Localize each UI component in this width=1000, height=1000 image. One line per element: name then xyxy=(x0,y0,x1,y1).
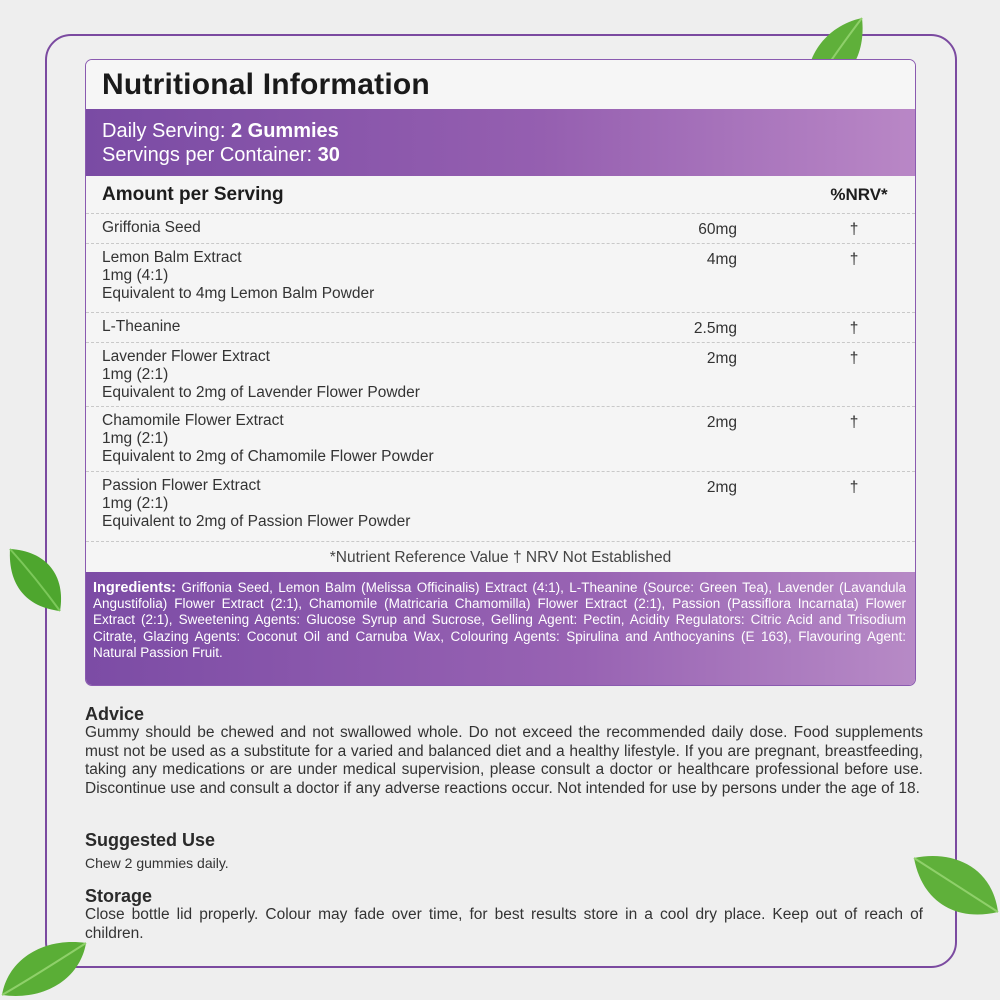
panel-title: Nutritional Information xyxy=(86,60,915,109)
nutrient-name: Chamomile Flower Extract xyxy=(102,412,284,429)
amount-per-serving-header: Amount per Serving xyxy=(102,183,284,205)
table-row xyxy=(86,244,915,313)
nutrient-detail: Equivalent to 2mg of Chamomile Flower Powder xyxy=(102,448,434,465)
nutrient-name-cell xyxy=(102,477,619,538)
nutrient-detail: Equivalent to 2mg of Passion Flower Powder xyxy=(102,513,411,530)
ingredients-text: Griffonia Seed, Lemon Balm (Melissa Officinalis) Extract (4:1), L-Theanine (Source: Green Tea), Lavender (Lavandula Angustifolia) Flower Extract (2:1), Chamomile (Matricaria Chamomilla) Flower Extract (2:1), Passion (Passiflora Incarnata) Flower Extract (2:1), Sweetening Agents: Glucose Syrup and Sucrose, Gelling Agent: Pectin, Acidity Regulators: Citric Acid and Trisodium Citrate, Glazing Agents: Coconut Oil and Carnuba Wax, Colouring Agents: Spirulina and Anthocyanins (E 163), Flavouring Agent: Natural Passion Fruit. xyxy=(93,580,906,660)
advice-text: Gummy should be chewed and not swallowed whole. Do not exceed the recommended daily dose. Food supplements must not be used as a substitute for a varied and balanced diet and a healthy lifestyle. If you are pregnant, breastfeeding, taking any medications or are under medical supervision, please consult a doctor or healthcare professional before use. Discontinue use and consult a doctor if any adverse reactions occur. Not intended for use by persons under the age of 18. xyxy=(85,724,923,797)
ingredients-label: Ingredients: xyxy=(93,580,176,596)
nutrient-name: Passion Flower Extract xyxy=(102,477,261,494)
nutrition-panel xyxy=(85,59,916,686)
nutrient-name-cell xyxy=(102,412,619,468)
nutrient-amount: 60mg xyxy=(698,221,737,238)
nutrient-name-cell xyxy=(102,249,619,309)
servings-per-container-label: Servings per Container: xyxy=(102,144,313,166)
nutrient-amount: 2.5mg xyxy=(693,320,737,337)
nutrient-name: Lavender Flower Extract xyxy=(102,348,270,365)
nutrient-name: L-Theanine xyxy=(102,318,181,335)
nutrient-detail: 1mg (4:1) xyxy=(102,267,169,284)
nutrient-detail: 1mg (2:1) xyxy=(102,430,169,447)
nutrient-name-cell xyxy=(102,348,619,403)
table-header xyxy=(86,176,915,214)
nutrient-amount: 2mg xyxy=(706,414,737,431)
nutrient-name-cell xyxy=(102,219,619,240)
nutrient-name-cell xyxy=(102,318,619,339)
daily-serving xyxy=(102,119,899,143)
servings-per-container-value: 30 xyxy=(317,144,340,166)
leaf-icon xyxy=(0,935,88,1000)
advice-heading: Advice xyxy=(85,704,145,724)
nutrient-amount: 4mg xyxy=(706,251,737,268)
nutrient-amount: 2mg xyxy=(706,479,737,496)
nutrient-detail: Equivalent to 4mg Lemon Balm Powder xyxy=(102,285,375,302)
table-row xyxy=(86,313,915,343)
suggested-use-section xyxy=(85,830,923,873)
servings-per-container xyxy=(102,143,899,167)
storage-text: Close bottle lid properly. Colour may fade over time, for best results store in a cool dry place. Keep out of reach of children. xyxy=(85,906,923,942)
ingredients-box xyxy=(86,572,915,685)
table-row xyxy=(86,214,915,244)
nutrient-nrv: † xyxy=(849,320,859,337)
nutrient-nrv: † xyxy=(849,251,859,268)
nutrient-nrv: † xyxy=(849,221,859,238)
nutrient-detail: 1mg (2:1) xyxy=(102,495,169,512)
table-row xyxy=(86,472,915,542)
serving-info xyxy=(86,109,915,176)
daily-serving-label: Daily Serving: xyxy=(102,120,226,142)
nrv-footnote: *Nutrient Reference Value † NRV Not Established xyxy=(329,549,672,566)
nutrient-rows xyxy=(86,214,915,542)
table-row xyxy=(86,343,915,407)
suggested-use-text: Chew 2 gummies daily. xyxy=(85,855,229,871)
storage-heading: Storage xyxy=(85,886,153,906)
table-row xyxy=(86,407,915,472)
suggested-use-heading: Suggested Use xyxy=(85,830,216,850)
nutrient-name: Griffonia Seed xyxy=(102,219,201,236)
nutrient-nrv: † xyxy=(849,479,859,496)
nrv-header: %NRV* xyxy=(830,184,888,204)
nutrient-detail: Equivalent to 2mg of Lavender Flower Powder xyxy=(102,384,420,401)
storage-section xyxy=(85,886,923,943)
nutrient-nrv: † xyxy=(849,350,859,367)
daily-serving-value: 2 Gummies xyxy=(230,120,339,142)
advice-section xyxy=(85,704,923,798)
leaf-icon xyxy=(912,852,1000,924)
nutrient-amount: 2mg xyxy=(706,350,737,367)
nutrient-name: Lemon Balm Extract xyxy=(102,249,242,266)
leaf-icon xyxy=(6,545,66,615)
nutrient-nrv: † xyxy=(849,414,859,431)
nutrient-detail: 1mg (2:1) xyxy=(102,366,169,383)
